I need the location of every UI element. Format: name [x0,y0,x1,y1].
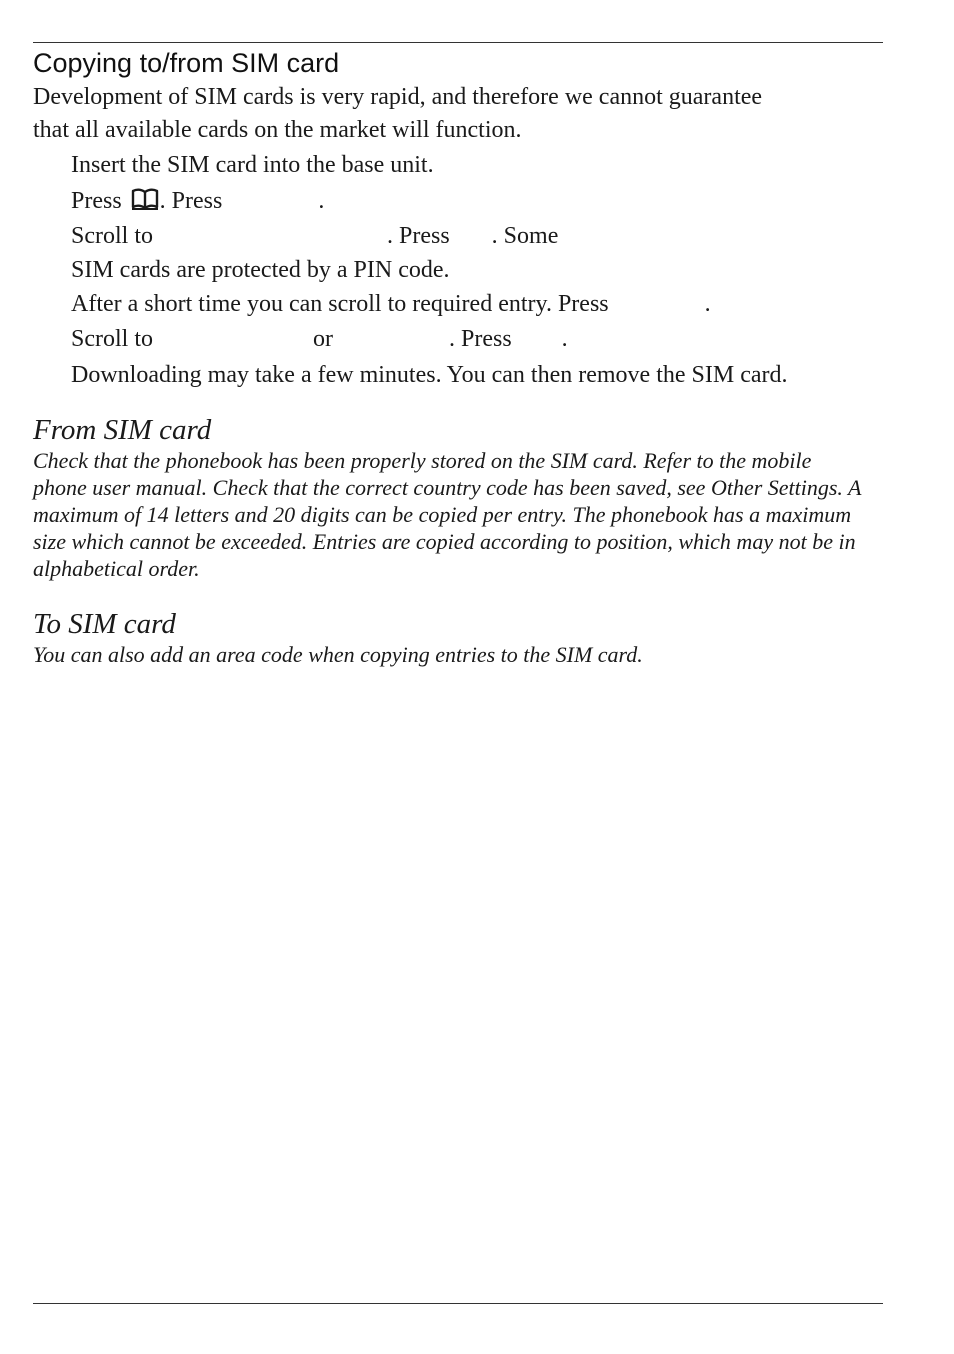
from-sim-heading: From SIM card [33,414,212,446]
to-sim-heading: To SIM card [33,608,176,640]
step-pin-note [71,253,450,287]
step-text: . [561,326,568,352]
step-text: . Press [159,188,223,214]
step-downloading [71,358,788,392]
book-icon [130,187,160,221]
step-text: . Press [387,223,450,249]
section-title: Copying to/from SIM card [33,48,340,78]
bottom-rule [33,1303,883,1304]
from-sim-line-3: maximum of 14 letters and 20 digits can be copied per entry. The phonebook has a maximum [33,502,852,527]
step-text: . Press [449,326,512,352]
to-sim-line-1: You can also add an area code when copying entries to the SIM card. [33,642,643,667]
from-sim-line-5: alphabetical order. [33,556,200,581]
step-text: Press [71,188,122,214]
step-text: . Some [491,223,559,249]
step-text: Scroll to [71,223,153,249]
step-scroll-entry [71,287,711,321]
from-sim-line-2: phone user manual. Check that the correct country code has been saved, see Other Settings. A [33,475,862,500]
step-text: SIM cards are protected by a PIN code. [71,257,450,283]
step-text: Downloading may take a few minutes. You can then remove the SIM card. [71,362,788,388]
step-scroll-to [71,219,558,253]
step-text: After a short time you can scroll to required entry. Press [71,291,609,317]
top-rule [33,42,883,43]
step-text: Scroll to [71,326,153,352]
step-insert-sim [71,148,434,182]
step-text: . [704,291,711,317]
step-text: Insert the SIM card into the base unit. [71,152,434,178]
step-text: or [313,326,333,352]
step-text: . [318,188,325,214]
step-scroll-choice [71,322,568,356]
from-sim-line-1: Check that the phonebook has been properly stored on the SIM card. Refer to the mobile [33,448,812,473]
intro-line-2: that all available cards on the market will function. [33,117,522,143]
step-press-phonebook [71,184,324,221]
from-sim-line-4: size which cannot be exceeded. Entries are copied according to position, which may not be in [33,529,856,554]
intro-line-1: Development of SIM cards is very rapid, and therefore we cannot guarantee [33,84,763,110]
